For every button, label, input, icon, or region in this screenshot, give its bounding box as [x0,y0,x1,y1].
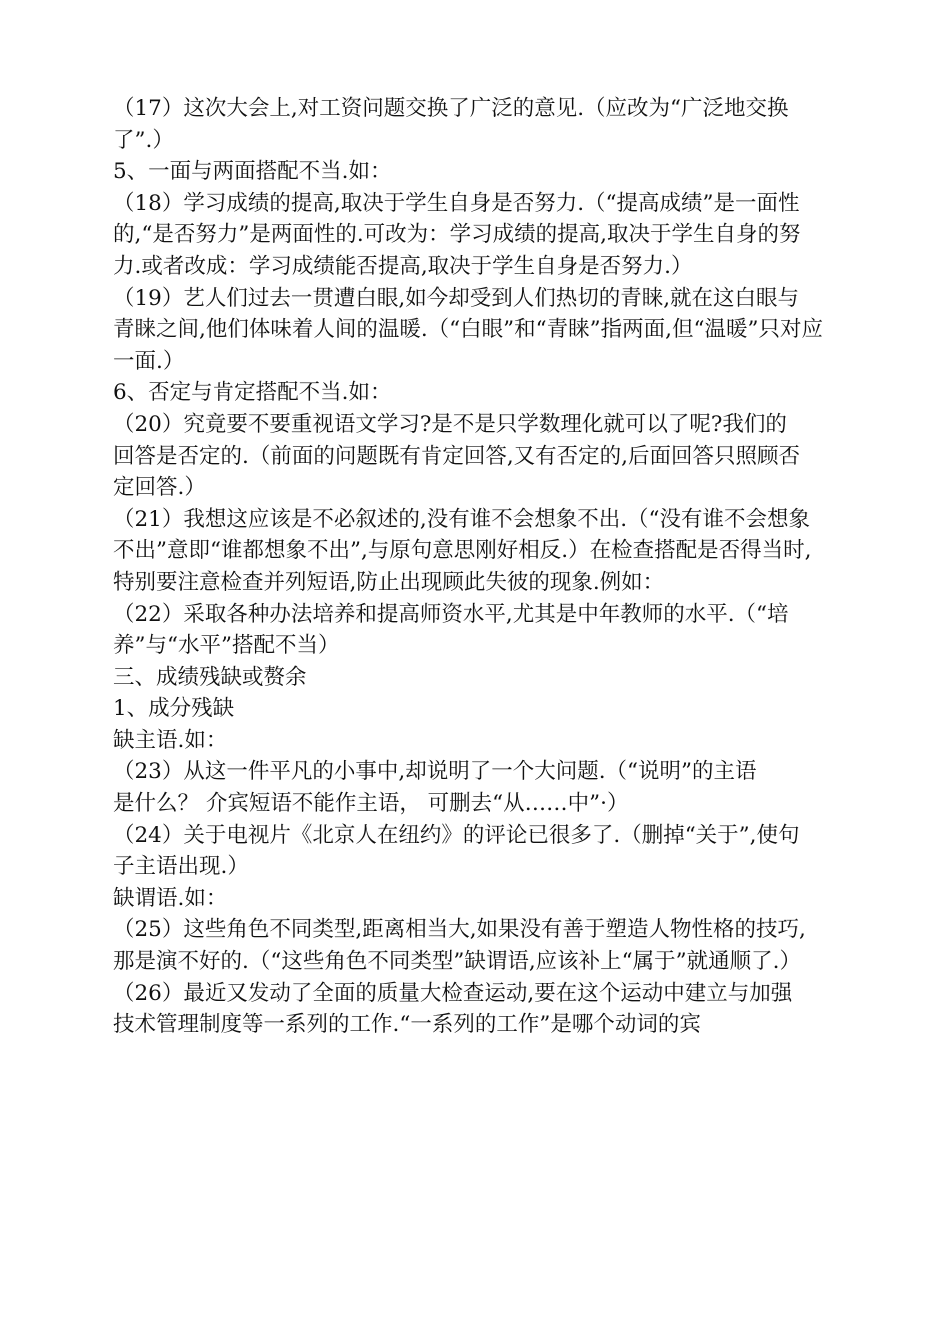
subsection-heading: 缺主语.如： [113,727,228,753]
text-line: （20）究竟要不要重视语文学习?是不是只学数理化就可以了呢?我们的 [113,411,787,437]
text-line: （21）我想这应该是不必叙述的,没有谁不会想象不出.（“没有谁不会想象 [113,506,811,532]
text-line: 回答是否定的.（前面的问题既有肯定回答,又有否定的,后面回答只照顾否 [113,443,801,469]
text-line: 子主语出现.） [113,854,249,880]
text-line: 的,“是否努力”是两面性的.可改为：学习成绩的提高,取决于学生自身的努 [113,222,801,248]
text-line: 不出”意即“谁都想象不出”,与原句意思刚好相反.）在检查搭配是否得当时, [113,538,812,564]
text-line: （23）从这一件平凡的小事中,却说明了一个大问题.（“说明”的主语 [113,759,757,785]
text-line: 定回答.） [113,475,206,501]
text-line: 养”与“水平”搭配不当） [113,633,340,659]
text-line: 技术管理制度等一系列的工作.“一系列的工作”是哪个动词的宾 [113,1012,701,1038]
text-line: （19）艺人们过去一贯遭白眼,如今却受到人们热切的青睐,就在这白眼与 [113,285,800,311]
section-heading: 三、成绩残缺或赘余 [113,664,307,690]
text-line: （18）学习成绩的提高,取决于学生自身是否努力.（“提高成绩”是一面性 [113,190,800,216]
text-line: 了”.） [113,127,174,153]
subsection-heading: 缺谓语.如： [113,885,228,911]
text-line: （26）最近又发动了全面的质量大检查运动,要在这个运动中建立与加强 [113,980,793,1006]
text-line: 那是演不好的.（“这些角色不同类型”缺谓语,应该补上“属于”就通顺了.） [113,949,801,975]
text-line: （17）这次大会上,对工资问题交换了广泛的意见.（应改为“广泛地交换 [113,96,789,121]
document-body [113,93,873,1041]
section-heading: 5、一面与两面搭配不当.如： [113,159,392,185]
text-line: （25）这些角色不同类型,距离相当大,如果没有善于塑造人物性格的技巧, [113,917,806,943]
text-line: 是什么？ 介宾短语不能作主语， 可删去“从……中”·） [113,791,629,817]
section-heading: 6、否定与肯定搭配不当.如： [113,380,392,406]
text-line: 青睐之间,他们体味着人间的温暖.（“白眼”和“青睐”指两面,但“温暖”只对应 [113,317,823,343]
text-line: （24）关于电视片《北京人在纽约》的评论已很多了.（删掉“关于”,使句 [113,822,800,848]
text-line: 一面.） [113,348,185,374]
section-heading: 1、成分残缺 [113,696,235,722]
text-line: 力.或者改成：学习成绩能否提高,取决于学生自身是否努力.） [113,253,693,279]
text-line: 特别要注意检查并列短语,防止出现顾此失彼的现象.例如： [113,569,665,595]
text-line: （22）采取各种办法培养和提高师资水平,尤其是中年教师的水平.（“培 [113,601,789,627]
